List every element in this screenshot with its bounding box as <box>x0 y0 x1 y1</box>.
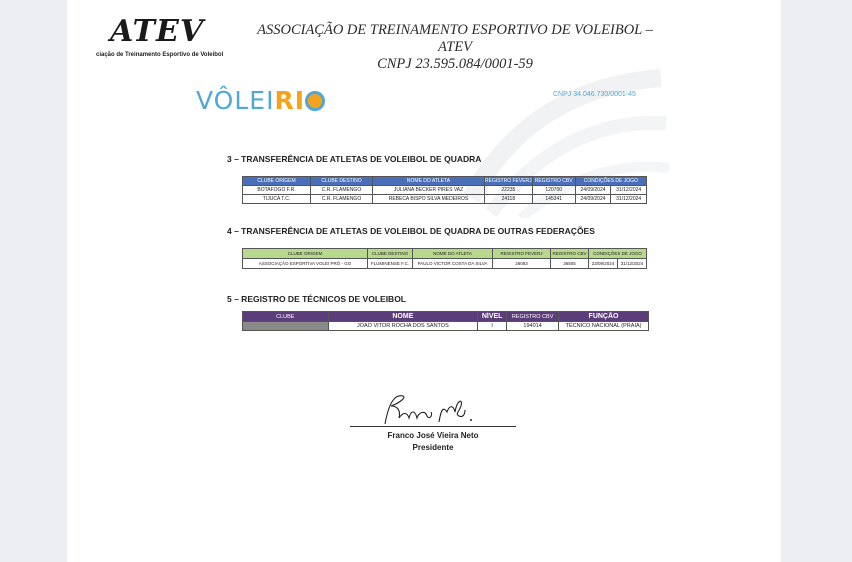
section5-title: 5 – REGISTRO DE TÉCNICOS DE VOLEIBOL <box>227 294 406 304</box>
table-cell: 194014 <box>507 322 559 331</box>
table-cell: 145341 <box>532 195 575 204</box>
voleirio-logo-part1: VÔLEI <box>196 86 275 115</box>
section3-table <box>242 176 647 204</box>
table-header-cell: NOME DO ATLETA <box>373 177 485 186</box>
header-title: ASSOCIAÇÃO DE TREINAMENTO ESPORTIVO DE VOLEIBOL – ATEV <box>257 22 653 55</box>
table-cell: C.R. FLAMENGO <box>311 195 373 204</box>
table-header-cell: CONDIÇÕES DE JOGO <box>589 249 647 259</box>
table-cell: 31/12/2024 <box>617 259 646 269</box>
table-header-cell: CLUBE DESTINO <box>368 249 413 259</box>
table-cell: 31/12/2024 <box>611 195 647 204</box>
volleyball-icon <box>305 91 325 111</box>
section4-title: 4 – TRANSFERÊNCIA DE ATLETAS DE VOLEIBOL DE QUADRA DE OUTRAS FEDERAÇÕES <box>227 226 595 236</box>
table-cell: FLUMINENSE F.C. <box>368 259 413 269</box>
document-header <box>245 22 665 73</box>
table-header-row <box>243 249 647 259</box>
table-cell: C.R. FLAMENGO <box>311 186 373 195</box>
table-cell: 24/09/2024 <box>575 186 611 195</box>
voleirio-logo <box>196 86 325 115</box>
table-cell <box>243 322 329 331</box>
signatory-name: Franco José Vieira Neto <box>387 431 479 440</box>
section3-title: 3 – TRANSFERÊNCIA DE ATLETAS DE VOLEIBOL DE QUADRA <box>227 154 482 164</box>
atev-logo <box>92 14 242 62</box>
table-header-cell: CLUBE DESTINO <box>311 177 373 186</box>
section5-table <box>242 311 649 331</box>
voleirio-cnpj: CNPJ 34.046.730/0001-45 <box>553 91 636 98</box>
table-header-cell: REGISTRO CBV <box>532 177 575 186</box>
table-cell: REBECA BISPO SILVA MEDEIROS <box>373 195 485 204</box>
document-page <box>67 0 781 562</box>
signatory-role: Presidente <box>412 443 454 452</box>
section4-table <box>242 248 647 269</box>
table-cell: TÉCNICO NACIONAL (PRAIA) <box>559 322 649 331</box>
atev-logo-mark: ATEV <box>110 14 205 49</box>
table-row <box>243 186 647 195</box>
handwritten-signature-icon <box>377 392 487 428</box>
table-cell: I <box>478 322 507 331</box>
table-cell: TIJUCA T.C. <box>243 195 311 204</box>
table-cell: 26083 <box>493 259 551 269</box>
table-header-cell: CLUBE <box>243 312 329 322</box>
table-cell: ASSOCIAÇÃO ESPORTIVA VOLEI PRÓ - GO <box>243 259 368 269</box>
voleirio-logo-part2: RI <box>274 86 305 115</box>
table-header-cell: REGISTRO FEVERJ <box>493 249 551 259</box>
table-cell: 120700 <box>532 186 575 195</box>
table-header-row <box>243 312 649 322</box>
table-cell: 22235 <box>485 186 533 195</box>
table-cell: 24118 <box>485 195 533 204</box>
table-cell: JULIANA BECKER PIRES VAZ <box>373 186 485 195</box>
header-cnpj: CNPJ 23.595.084/0001-59 <box>377 56 533 72</box>
table-cell: JOAO VITOR ROCHA DOS SANTOS <box>328 322 478 331</box>
table-row <box>243 259 647 269</box>
table-cell: 31/12/2024 <box>611 186 647 195</box>
table-header-cell: CONDIÇÕES DE JOGO <box>575 177 646 186</box>
table-header-cell: REGISTRO CBV <box>507 312 559 322</box>
table-header-cell: REGISTRO FEVERJ <box>485 178 532 184</box>
signature-line <box>350 426 516 427</box>
table-header-cell: NOME <box>328 312 478 322</box>
table-header-cell: REGISTRO CBV <box>551 249 589 259</box>
table-header-row <box>243 177 647 186</box>
atev-logo-subtitle: ciação de Treinamento Esportivo de Voleibol <box>96 52 224 58</box>
table-cell: 24/09/2024 <box>575 195 611 204</box>
table-cell: 23/09/2024 <box>589 259 618 269</box>
table-header-cell: FUNÇÃO <box>559 312 649 322</box>
table-header-cell: NÍVEL <box>478 312 507 322</box>
table-cell: PAULO VICTOR COSTA DA SILVA <box>413 259 493 269</box>
table-header-cell: CLUBE ORIGEM <box>243 177 311 186</box>
table-header-cell: CLUBE ORIGEM <box>243 249 368 259</box>
table-cell: BOTAFOGO F.R. <box>243 186 311 195</box>
table-row <box>243 195 647 204</box>
table-row <box>243 322 649 331</box>
table-cell: 36505 <box>551 259 589 269</box>
table-header-cell: NOME DO ATLETA <box>413 249 493 259</box>
